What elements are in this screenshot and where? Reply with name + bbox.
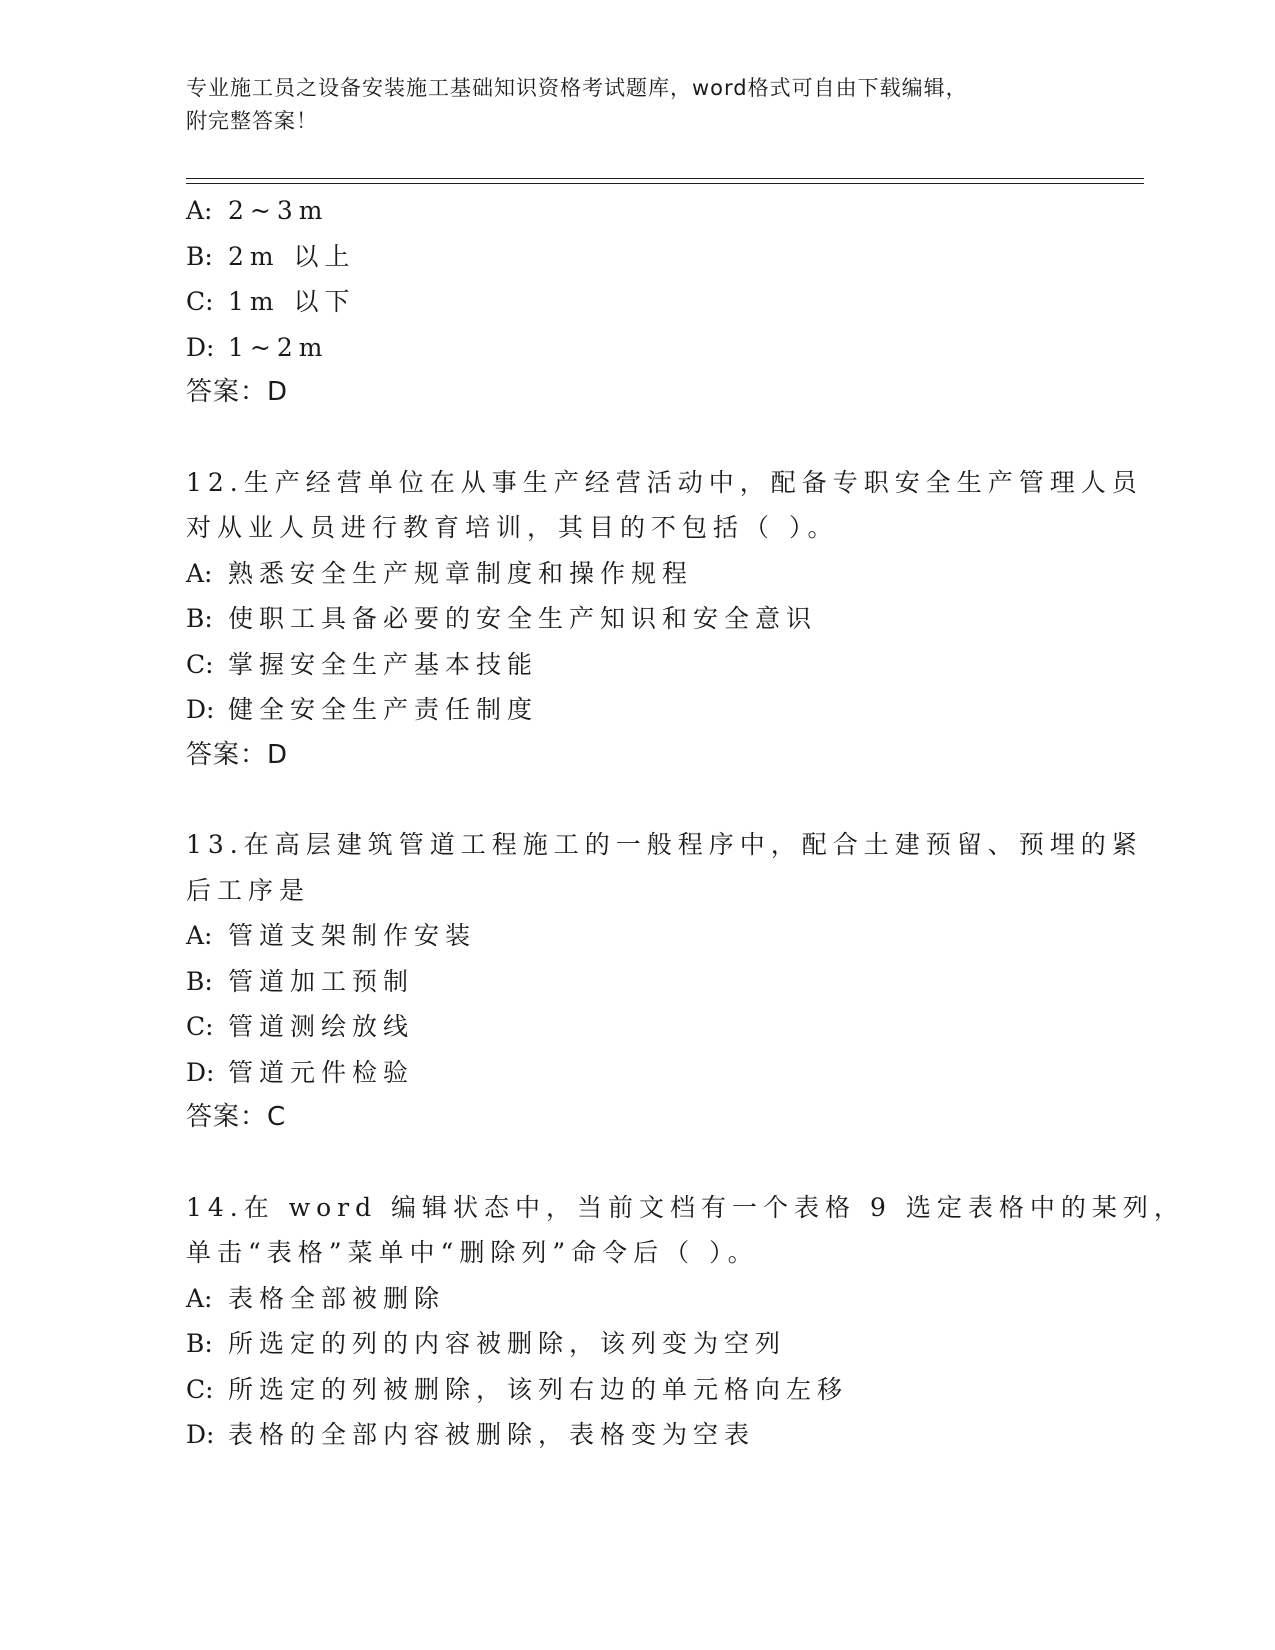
option-a: A: 表格全部被删除 <box>186 1283 446 1313</box>
question-stem: 14.在 word 编辑状态中，当前文档有一个表格 9 选定表格中的某列， <box>186 1192 1185 1222</box>
option-a: A: 熟悉安全生产规章制度和操作规程 <box>186 558 694 588</box>
option-d: D: 表格的全部内容被删除，表格变为空表 <box>186 1420 756 1449</box>
option-a: A: 管道支架制作安装 <box>186 921 477 950</box>
option-c: C: 所选定的列被删除，该列右边的单元格向左移 <box>186 1374 849 1404</box>
question-stem-continued: 单击“表格”菜单中“删除列”命令后（ ）。 <box>186 1238 759 1267</box>
header-divider-top <box>186 178 1144 179</box>
document-body <box>186 188 1185 1458</box>
question-12 <box>186 460 1143 779</box>
option-c: C: 1m 以下 <box>186 287 356 316</box>
question-13 <box>186 822 1143 1141</box>
question-stem: 12.生产经营单位在从事生产经营活动中，配备专职安全生产管理人员 <box>186 467 1143 497</box>
option-b: B: 所选定的列的内容被删除，该列变为空列 <box>186 1329 787 1358</box>
document-header <box>186 72 1086 138</box>
option-b: B: 使职工具备必要的安全生产知识和安全意识 <box>186 604 818 633</box>
option-c: C: 掌握安全生产基本技能 <box>186 649 539 679</box>
option-c: C: 管道测绘放线 <box>186 1012 415 1041</box>
answer: 答案：D <box>186 739 289 770</box>
option-b: B: 2m 以上 <box>186 241 356 271</box>
option-a: A: 2~3m <box>186 196 329 225</box>
question-stem-continued: 后工序是 <box>186 875 311 905</box>
header-line-1: 专业施工员之设备安装施工基础知识资格考试题库，word格式可自由下载编辑， <box>186 76 968 100</box>
question-11-options <box>186 188 1086 416</box>
option-d: D: 管道元件检验 <box>186 1057 415 1087</box>
question-stem-continued: 对从业人员进行教育培训，其目的不包括（ ）。 <box>186 513 839 542</box>
option-d: D: 健全安全生产责任制度 <box>186 695 539 724</box>
question-14 <box>186 1185 1185 1458</box>
answer: 答案：C <box>186 1102 287 1132</box>
header-line-2: 附完整答案！ <box>186 109 318 133</box>
answer: 答案：D <box>186 377 289 407</box>
header-divider-bottom <box>186 183 1144 184</box>
question-stem: 13.在高层建筑管道工程施工的一般程序中，配合土建预留、预埋的紧 <box>186 830 1143 859</box>
option-b: B: 管道加工预制 <box>186 966 415 996</box>
option-d: D: 1~2m <box>186 332 329 362</box>
